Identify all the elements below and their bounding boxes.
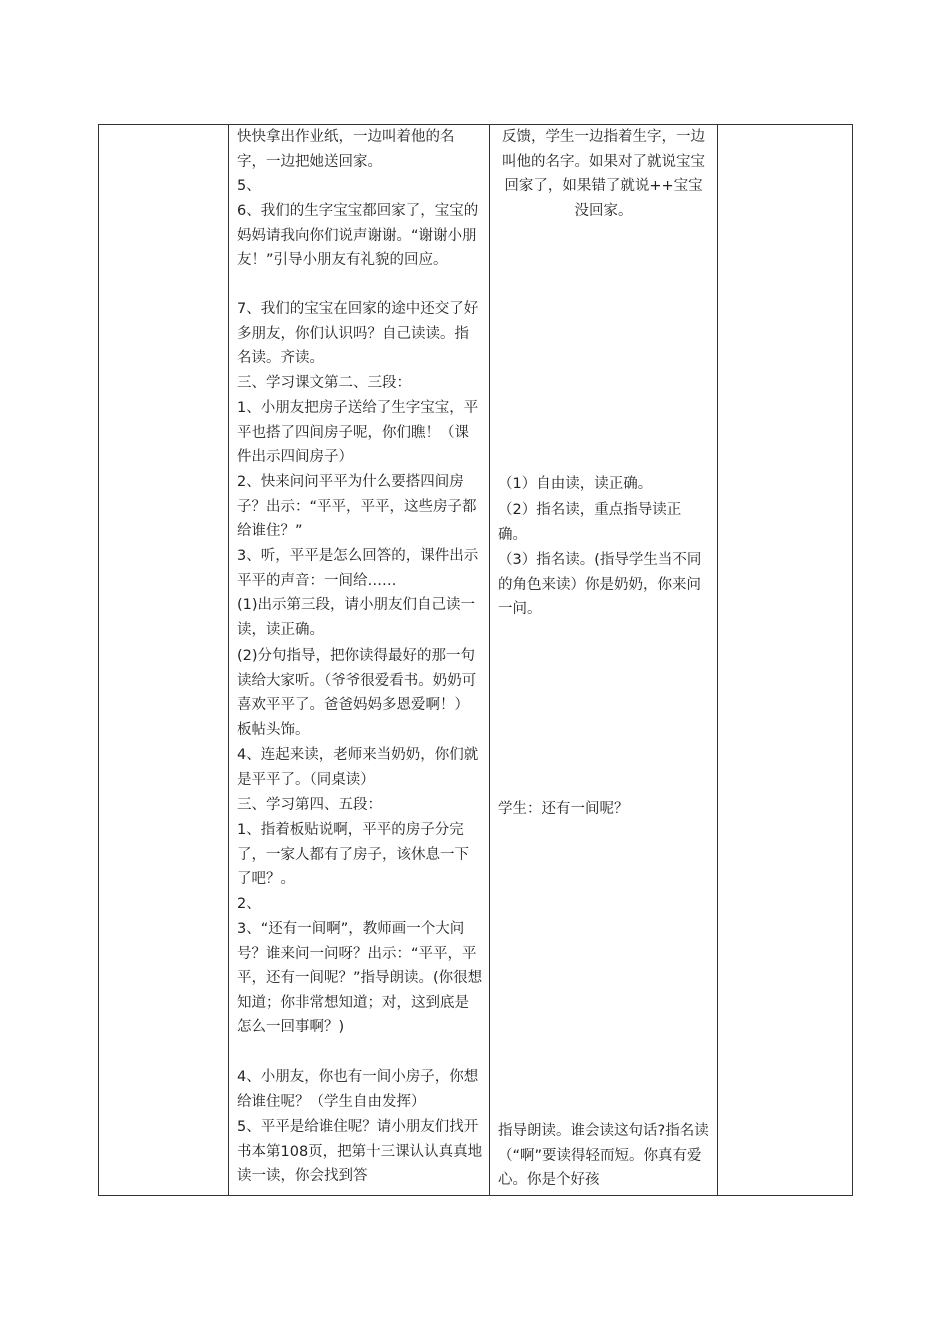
paragraph: 3、“还有一间啊”，教师画一个大问号？谁来问一问呀？出示：“平平，平平，还有一间呢？”指导朗读。(你很想知道；你非常想知道；对，这到底是怎么一回事啊？) [237, 921, 483, 1035]
lesson-plan-table [98, 124, 853, 1196]
table-row [99, 125, 853, 1196]
paragraph: 5、平平是给谁住呢？请小朋友们找开书本第108页，把第十三课认认真真地读一读，你会找到答 [237, 1119, 483, 1184]
paragraph: 反馈，学生一边指着生字，一边叫他的名字。如果对了就说宝宝回家了，如果错了就说++宝宝没回家。 [502, 129, 705, 219]
section-heading: 三、学习课文第二、三段： [237, 375, 411, 391]
paragraph: 指导朗读。谁会读这句话?指名读（“啊”要读得轻而短。你真有爱心。你是个好孩 [498, 1123, 709, 1188]
paragraph: (1)出示第三段，请小朋友们自己读一读，读正确。 [237, 597, 476, 638]
paragraph: 4、连起来读，老师来当奶奶，你们就是平平了。（同桌读） [237, 747, 479, 788]
section-heading: 三、学习第四、五段： [237, 797, 382, 813]
paragraph: 5、 [237, 178, 261, 194]
teaching-process-cell [229, 125, 490, 1196]
paragraph: 3、听，平平是怎么回答的，课件出示平平的声音：一间给…… [237, 548, 479, 589]
paragraph: 2、快来问问平平为什么要搭四间房子？出示：“平平，平平，这些房子都给谁住？” [237, 474, 477, 539]
paragraph: 1、指着板贴说啊，平平的房子分完了，一家人都有了房子，该休息一下了吧？。 [237, 822, 469, 887]
paragraph: 6、我们的生字宝宝都回家了，宝宝的妈妈请我向你们说声谢谢。“谢谢小朋友！”引导小朋友有礼貌的回应。 [237, 203, 479, 268]
paragraph: 1、小朋友把房子送给了生字宝宝，平平也搭了四间房子呢，你们瞧！（课件出示四间房子） [237, 400, 479, 465]
paragraph: （1）自由读，读正确。 [498, 476, 653, 492]
paragraph: 快快拿出作业纸，一边叫着他的名字，一边把她送回家。 [237, 129, 455, 170]
column-4-cell [718, 125, 853, 1196]
student-activity-cell [490, 125, 718, 1196]
paragraph: （2）指名读，重点指导读正确。 [498, 502, 682, 543]
column-1-cell [99, 125, 229, 1196]
paragraph: 7、我们的宝宝在回家的途中还交了好多朋友，你们认识吗？自己读读。指名读。齐读。 [237, 301, 479, 366]
paragraph: 学生：还有一间呢？ [498, 801, 629, 817]
paragraph: （3）指名读。(指导学生当不同的角色来读）你是奶奶，你来问一问。 [498, 552, 702, 617]
paragraph: 4、小朋友，你也有一间小房子，你想给谁住呢？（学生自由发挥） [237, 1069, 479, 1110]
paragraph: 2、 [237, 896, 261, 912]
paragraph: (2)分句指导，把你读得最好的那一句读给大家听。（爷爷很爱看书。奶奶可喜欢平平了。爸爸妈妈多恩爱啊！）板帖头饰。 [237, 648, 477, 738]
